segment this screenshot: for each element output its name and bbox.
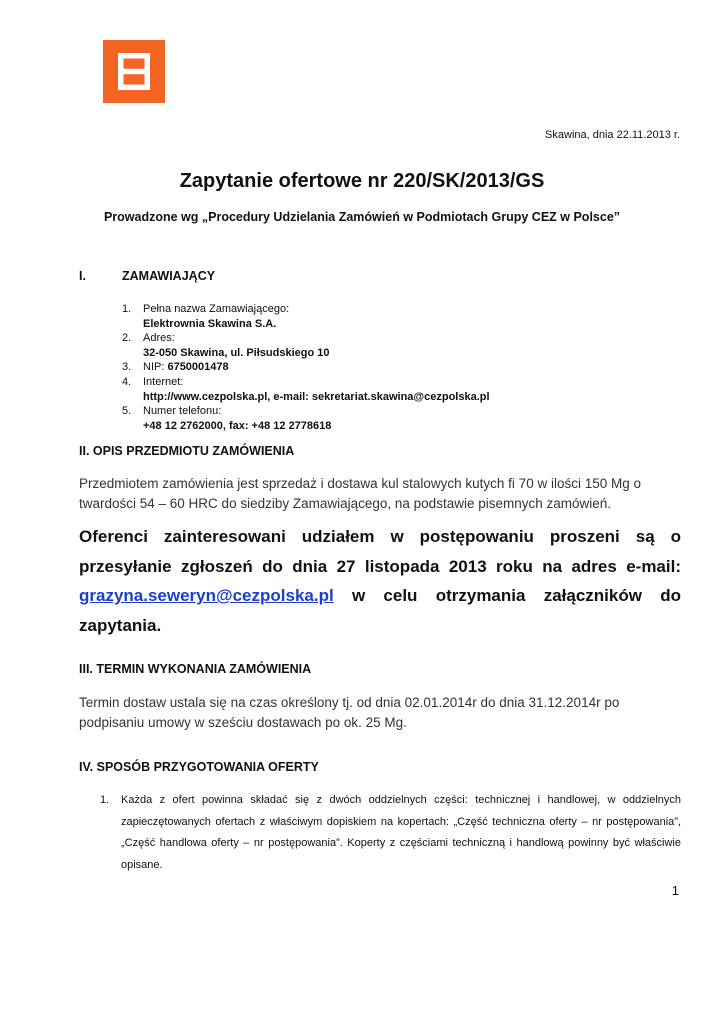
section-1-number: I. bbox=[79, 269, 86, 283]
section-3-title: III. TERMIN WYKONANIA ZAMÓWIENIA bbox=[79, 662, 312, 676]
item-label: Numer telefonu: bbox=[143, 405, 222, 418]
item-label: NIP: bbox=[143, 361, 168, 374]
list-item bbox=[122, 360, 490, 375]
section-2-title: II. OPIS PRZEDMIOTU ZAMÓWIENIA bbox=[79, 444, 295, 458]
notice-text-end: w celu otrzymania załączników do zapytania. bbox=[79, 586, 681, 635]
cez-logo-icon bbox=[103, 40, 165, 103]
item-value: Elektrownia Skawina S.A. bbox=[143, 317, 277, 330]
section-1-title: ZAMAWIAJĄCY bbox=[122, 269, 216, 283]
section-3-text: Termin dostaw ustala się na czas określony tj. od dnia 02.01.2014r do dnia 31.12.2014r po podpisaniu umowy w sześciu dostawach po ok. 25 Mg. bbox=[79, 695, 620, 730]
item-text: Każda z ofert powinna składać się z dwóch oddzielnych części: technicznej i handlowej, w oddzielnych zapieczętowanych ofertach z właściwym dopiskiem na kopertach: „Część techniczna oferty – nr postępowania”, „Część handlowa oferty – nr postępowania”. Koperty z częściami techniczną i handlową powinny być właściwie opisane. bbox=[121, 794, 681, 871]
notice-text: Oferenci zainteresowani udziałem w postępowaniu proszeni są o przesyłanie zgłoszeń do dnia 27 listopada 2013 roku na adres e-mail: bbox=[79, 527, 681, 576]
document-title: Zapytanie ofertowe nr 220/SK/2013/GS bbox=[179, 170, 545, 192]
list-item bbox=[122, 375, 490, 404]
item-number: 4. bbox=[122, 375, 132, 388]
page-number: 1 bbox=[671, 883, 679, 898]
document-subtitle: Prowadzone wg „Procedury Udzielania Zamówień w Podmiotach Grupy CEZ w Polsce” bbox=[103, 210, 621, 224]
item-label: Internet: bbox=[143, 375, 184, 388]
item-label: Pełna nazwa Zamawiającego: bbox=[143, 303, 290, 315]
zamawiajacy-list bbox=[122, 302, 490, 433]
item-value: 6750001478 bbox=[167, 361, 229, 374]
item-number: 1. bbox=[122, 303, 132, 315]
item-label: Adres: bbox=[143, 332, 175, 345]
submission-notice bbox=[79, 522, 681, 640]
item-label-inline bbox=[143, 360, 490, 375]
list-item bbox=[122, 404, 490, 433]
item-number: 1. bbox=[100, 794, 110, 806]
email-link[interactable]: grazyna.seweryn@cezpolska.pl bbox=[79, 586, 334, 605]
item-number: 3. bbox=[122, 361, 132, 374]
list-item bbox=[122, 302, 490, 331]
document-date: Skawina, dnia 22.11.2013 r. bbox=[545, 129, 680, 141]
section-4-title: IV. SPOSÓB PRZYGOTOWANIA OFERTY bbox=[79, 760, 319, 774]
cez-logo bbox=[103, 40, 165, 103]
item-number: 2. bbox=[122, 332, 132, 345]
item-value: http://www.cezpolska.pl, e-mail: sekretariat.skawina@cezpolska.pl bbox=[143, 390, 490, 403]
section-2-text: Przedmiotem zamówienia jest sprzedaż i dostawa kul stalowych kutych fi 70 w ilości 150 Mg o twardości 54 – 60 HRC do siedziby Zamawiającego, na podstawie pisemnych zamówień. bbox=[79, 476, 641, 511]
item-number: 5. bbox=[122, 405, 132, 418]
item-value: 32-050 Skawina, ul. Piłsudskiego 10 bbox=[143, 346, 330, 359]
item-value: +48 12 2762000, fax: +48 12 2778618 bbox=[143, 419, 332, 432]
list-item bbox=[122, 331, 490, 360]
section-4-list bbox=[100, 790, 681, 876]
